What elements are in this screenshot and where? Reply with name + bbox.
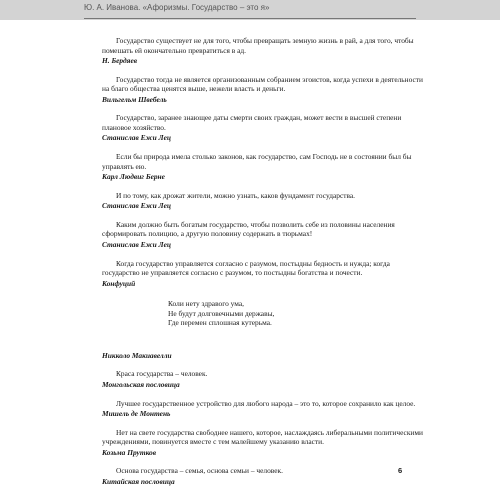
header-rule — [84, 18, 416, 19]
aphorism-entry — [102, 36, 424, 66]
aphorism-entry — [102, 75, 424, 105]
aphorism-quote: Государство существует не для того, чтобы превращать земную жизнь в рай, а для того, чтобы помешать ей окончательно превратиться в ад. — [102, 36, 414, 55]
aphorism-author: Станислав Ежи Лец — [102, 239, 171, 249]
aphorism-author: Станислав Ежи Лец — [102, 133, 171, 143]
aphorism-author: Никколо Макиавелли — [102, 350, 172, 360]
aphorism-author: Станислав Ежи Лец — [102, 201, 171, 211]
aphorism-entry — [102, 399, 424, 419]
aphorism-quote: И по тому, как дрожат жители, можно узнать, каков фундамент государства. — [116, 190, 355, 200]
aphorism-quote: Государство, заранее знающее даты смерти своих граждан, может вести в высшей степени плановое хозяйство. — [102, 113, 402, 132]
aphorism-author: Вильгельм Швебель — [102, 94, 167, 104]
poem-line: Коли нету здравого ума, — [168, 299, 244, 309]
aphorism-quote: Краса государства – человек. — [116, 369, 208, 379]
aphorism-entry — [102, 259, 424, 289]
aphorism-quote: Лучшее государственное устройство для любого народа – это то, которое сохранило как целое. — [116, 398, 416, 408]
aphorism-entry — [102, 428, 424, 458]
aphorism-author: Н. Бердяев — [102, 56, 138, 65]
aphorism-author: Конфуций — [102, 278, 136, 288]
poem-line: Где перемен сплошная кутерьма. — [168, 318, 272, 328]
aphorism-entry — [102, 466, 424, 486]
aphorism-author: Монгольская пословица — [102, 379, 180, 389]
aphorism-quote: Основа государства – семья, основа семьи – человек. — [116, 466, 283, 476]
poem-stanza — [168, 299, 424, 328]
aphorism-author: Китайская пословица — [102, 476, 175, 486]
aphorism-entry — [102, 191, 424, 211]
page-content — [102, 36, 424, 496]
page-header — [0, 0, 500, 20]
aphorism-quote: Если бы природа имела столько законов, как государство, сам Господь не в состоянии был бы управлять ею. — [102, 152, 412, 171]
aphorism-quote: Когда государство управляется согласно с разумом, постыдны бедность и нужда; когда государство не управляется согласно с разумом, то постыдны богатства и почести. — [102, 258, 390, 278]
aphorism-author: Карл Людвиг Берне — [102, 172, 165, 182]
poem-line: Не будут долговечными державы, — [168, 308, 275, 318]
aphorism-entry — [102, 113, 424, 143]
aphorism-quote: Нет на свете государства свободнее нашего, которое, наслаждаясь либеральными политическими учреждениями, повинуется вместе с тем малейшему указанию власти. — [102, 427, 424, 447]
aphorism-quote: Государство тогда не является организованным собранием эгоистов, когда успехи в деятельности на благо общества ценятся выше, нежели власть и деньги. — [102, 74, 423, 94]
page-number: 6 — [398, 466, 403, 475]
aphorism-entry — [102, 369, 424, 389]
aphorism-entry — [102, 152, 424, 182]
aphorism-author: Козьма Прутков — [102, 447, 157, 457]
poem-attribution — [102, 351, 424, 361]
aphorism-quote: Каким должно быть богатым государство, чтобы позволить себе из половины населения сформировать полицию, а другую половину содержать в тюрьмах! — [102, 219, 395, 239]
aphorism-entry — [102, 220, 424, 250]
running-header: Ю. А. Иванова. «Афоризмы. Государство – это я» — [84, 3, 270, 12]
aphorism-author: Мишель де Монтень — [102, 409, 171, 418]
